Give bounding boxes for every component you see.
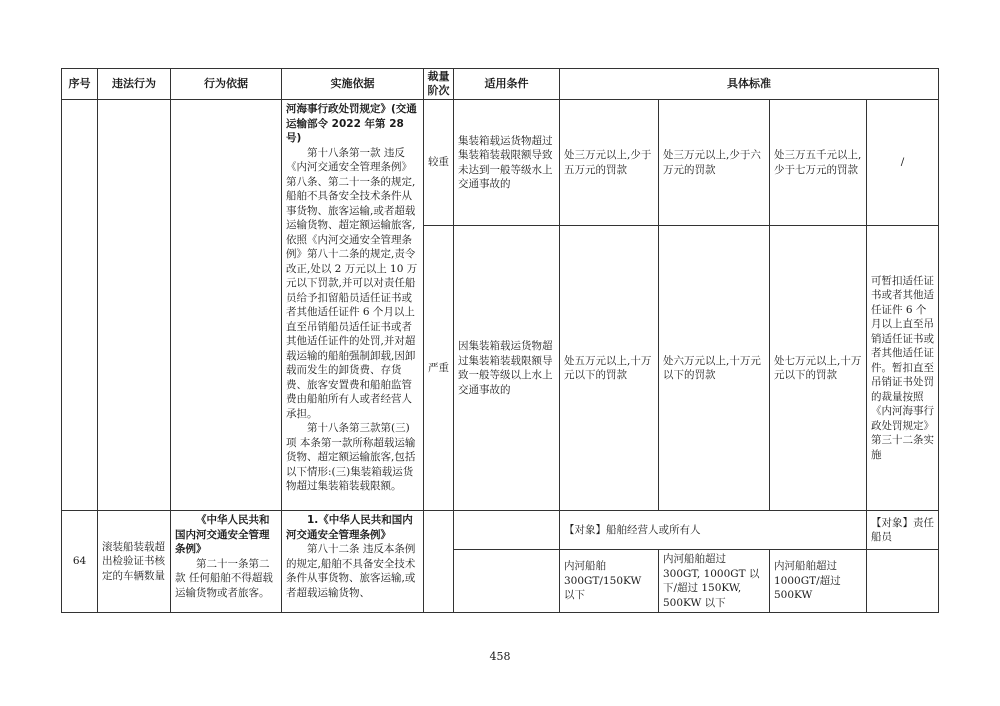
object-owner-cell: 【对象】船舶经营人或所有人: [560, 511, 867, 550]
level-cell: 严重: [424, 226, 454, 511]
object-crew-cell: 【对象】责任船员: [867, 511, 939, 550]
header-implement: 实施依据: [282, 69, 424, 100]
implement-text: 第八十二条 违反本条例的规定,船舶不具备安全技术条件从事货物、旅客运输,或者超载运输货物、: [286, 543, 416, 599]
implement-cell: [282, 100, 424, 511]
violation-cell: [98, 100, 171, 511]
header-basis: 行为依据: [171, 69, 282, 100]
basis-cell: [171, 511, 282, 613]
standard-cell-2: 处六万元以上,十万元以下的罚款: [659, 226, 770, 511]
implement-title: 1.《中华人民共和国内河交通安全管理条例》: [286, 514, 413, 541]
standard-cell-4: /: [867, 100, 939, 226]
page-number: 458: [489, 650, 511, 663]
implement-cell: [282, 511, 424, 613]
level-cell: 较重: [424, 100, 454, 226]
header-penalty-level: 裁量阶次: [424, 69, 454, 100]
standard-cell-1: 内河船舶 300GT/150KW 以下: [560, 550, 659, 613]
basis-text: 第二十一条第二款 任何船舶不得超载运输货物或者旅客。: [175, 557, 273, 599]
level-cell: [424, 511, 454, 613]
condition-cell: 集装箱载运货物超过集装箱装载限额导致未达到一般等级水上交通事故的: [454, 100, 560, 226]
header-standard: 具体标准: [560, 69, 939, 100]
basis-cell: [171, 100, 282, 511]
basis-title: 《中华人民共和国内河交通安全管理条例》: [175, 514, 270, 555]
table-row: [62, 511, 939, 550]
standard-cell-2: 内河船舶超过 300GT, 1000GT 以下/超过 150KW, 500KW 以下: [659, 550, 770, 613]
standard-cell-4: [867, 550, 939, 613]
standard-cell-3: 处七万元以上,十万元以下的罚款: [770, 226, 867, 511]
condition-cell: 因集装箱载运货物超过集装箱装载限额导致一般等级以上水上交通事故的: [454, 226, 560, 511]
penalty-standard-table: [61, 68, 939, 613]
standard-cell-1: 处五万元以上,十万元以下的罚款: [560, 226, 659, 511]
standard-cell-3: 处三万五千元以上,少于七万元的罚款: [770, 100, 867, 226]
standard-cell-1: 处三万元以上,少于五万元的罚款: [560, 100, 659, 226]
seq-cell: 64: [62, 511, 98, 613]
violation-cell: 滚装船装载超出检验证书核定的车辆数量: [98, 511, 171, 613]
header-violation: 违法行为: [98, 69, 171, 100]
table-row: [62, 100, 939, 226]
seq-cell: [62, 100, 98, 511]
header-seq: 序号: [62, 69, 98, 100]
implement-title: 河海事行政处罚规定》(交通运输部令 2022 年第 28 号): [286, 103, 417, 144]
implement-paragraph-1: 第十八条第一款 违反《内河交通安全管理条例》第八条、第二十一条的规定,船舶不具备安全技术条件从事货物、旅客运输,或者超载运输货物、超定额运输旅客,依照《内河交通安全管理条例》第八十二条的规定,责令改正,处以 2 万元以上 10 万元以下罚款,并可以对责任船员给予扣留船员适任证书或者其他适任证件 6 个月以上直至吊销船员适任证书或者其他适任证件的处罚,并对超载运输的船舶强制卸载,因卸载而发生的卸货费、存货费、旅客安置费和船舶监管费由船舶所有人或者经营人承担。: [286, 146, 418, 420]
standard-cell-2: 处三万元以上,少于六万元的罚款: [659, 100, 770, 226]
condition-cell: [454, 550, 560, 613]
standard-cell-3: 内河船舶超过 1000GT/超过 500KW: [770, 550, 867, 613]
condition-cell: [454, 511, 560, 550]
implement-paragraph-2: 第十八条第三款第(三)项 本条第一款所称超载运输货物、超定额运输旅客,包括以下情形:(三)集装箱载运货物超过集装箱装载限额。: [286, 422, 416, 492]
header-row: [62, 69, 939, 100]
header-conditions: 适用条件: [454, 69, 560, 100]
standard-cell-4: 可暂扣适任证书或者其他适任证件 6 个月以上直至吊销适任证书或者其他适任证件。暂扣直至吊销证书处罚的裁量按照《内河海事行政处罚规定》第三十二条实施: [867, 226, 939, 511]
